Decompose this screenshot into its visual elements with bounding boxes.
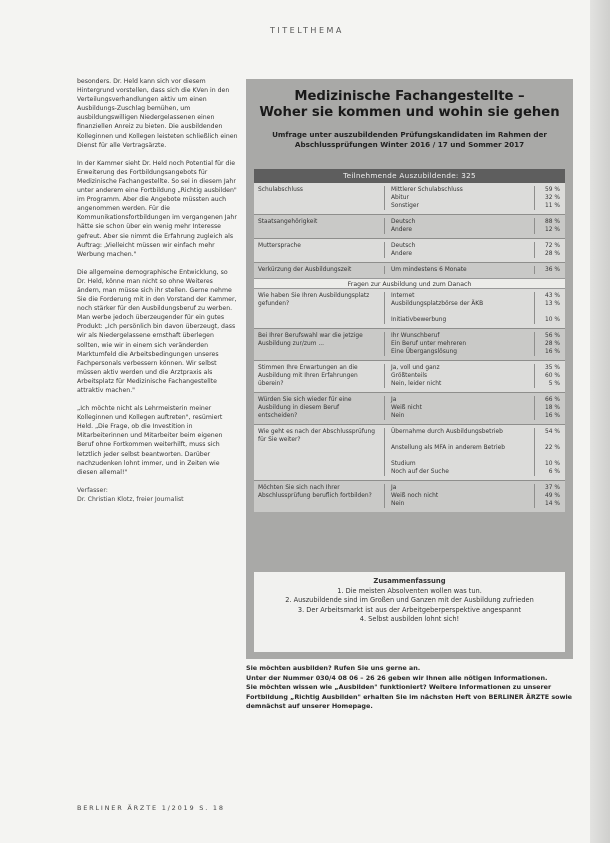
answer-option: Anstellung als MFA in anderem Betrieb — [391, 445, 506, 451]
table-section-header: Fragen zur Ausbildung und zum Danach — [254, 278, 565, 289]
survey-infobox — [246, 79, 573, 659]
table-row — [254, 214, 565, 238]
answer-option: Mittlerer Schulabschluss — [391, 187, 463, 193]
answer-percentage: 35 % — [545, 365, 560, 371]
table-row — [254, 480, 565, 512]
question-cell: Verkürzung der Ausbildungszeit — [258, 267, 352, 273]
values-cell — [534, 242, 565, 258]
article-column — [77, 77, 238, 504]
summary-line: 3. Der Arbeitsmarkt ist aus der Arbeitgeberperspektive angespannt — [297, 605, 522, 614]
values-cell — [534, 428, 565, 476]
infobox-title-line: Medizinische Fachangestellte – — [294, 89, 525, 104]
answer-option: Andere — [391, 251, 413, 257]
article-paragraph: Die allgemeine demographische Entwicklung, so Dr. Held, könne man nicht so ohne Weiteres ändern, man müsse sich ihr stellen. Gerne nehme Sie die Forderung mit in den Vorstand der Kammer, noch stärker für den Ausbildungsberuf zu werben. Man werbe jedoch überzeugender für ein gutes Produkt: „Ich persönlich bin davon überzeugt, dass wir als Niedergelassene ernsthaft überlegen sollten, wie wir in einem sich veränderden Marktumfeld die Arbeitsbedingungen unseres Fachpersonals verbessern können. Wir selbst müssen aktiv werden und die Arztpraxis als Arbeitsplatz für Medizinische Fachangestellte attraktiv machen." — [77, 268, 237, 394]
options-cell — [384, 396, 534, 420]
answer-option: Abitur — [391, 195, 409, 201]
table-row — [254, 424, 565, 480]
answer-option: Ihr Wunschberuf — [391, 333, 440, 339]
answer-option: Noch auf der Suche — [391, 469, 449, 475]
answer-option: Studium — [391, 461, 416, 467]
call-to-action — [246, 664, 576, 712]
values-cell — [534, 218, 565, 234]
answer-percentage: 16 % — [545, 349, 560, 355]
question-cell: Stimmen Ihre Erwartungen an die Ausbildung mit Ihren Erfahrungen überein? — [258, 365, 358, 387]
answer-option: Nein, leider nicht — [391, 381, 442, 387]
answer-percentage: 13 % — [545, 301, 560, 307]
summary-line: 4. Selbst ausbilden lohnt sich! — [359, 615, 460, 624]
table-row — [254, 392, 565, 424]
answer-option: Andere — [391, 227, 413, 233]
options-cell — [384, 364, 534, 388]
summary-title: Zusammenfassung — [373, 577, 446, 585]
answer-percentage: 6 % — [548, 469, 560, 475]
answer-percentage: 56 % — [545, 333, 560, 339]
summary-box — [254, 572, 565, 652]
table-group-training — [254, 289, 565, 512]
answer-percentage: 88 % — [545, 219, 560, 225]
answer-percentage: 5 % — [548, 381, 560, 387]
cta-line: Sie möchten ausbilden? Rufen Sie uns gerne an. — [246, 664, 421, 672]
values-cell — [534, 484, 565, 508]
page-edge-shadow — [590, 0, 610, 843]
question-cell: Möchten Sie sich nach Ihrer Abschlussprüfung beruflich fortbilden? — [258, 485, 372, 499]
answer-percentage: 12 % — [545, 227, 560, 233]
answer-option: Übernahme durch Ausbildungsbetrieb — [391, 429, 503, 435]
summary-line: 2. Auszubildende sind im Großen und Ganzen mit der Ausbildung zufrieden — [285, 596, 534, 605]
options-cell — [384, 218, 534, 234]
article-paragraph: In der Kammer sieht Dr. Held noch Potential für die Erweiterung des Fortbildungsangebots für Medizinische Fachangestellte. So sei in diesem Jahr unter anderem eine Fortbildung „Richtig ausbilden" im Programm. Aber die Angebote müssten auch angenommen werden. Für die Kommunikationsfortbildungen im vergangenen Jahr hätte sie schon über ein wenig mehr Interesse gefreut. Aber sie nimmt die Erfahrung zugleich als Auftrag: „Vielleicht müssen wir einfach mehr Werbung machen." — [77, 159, 237, 258]
article-paragraph: „Ich möchte nicht als Lehrmeisterin meiner Kolleginnen und Kollegen auftreten", resümiert Held. „Die Frage, ob die Investition in Mitarbeiterinnen und Mitarbeiter beim eigenen Beruf ohne Fortkommen weiterhilft, muss sich letztlich jeder selbst beantworten. Darüber nachzudenken lohnt immer, und in Zeiten wie diesen allemal!" — [77, 405, 223, 476]
answer-percentage: 16 % — [545, 413, 560, 419]
page-footer: BERLINER ÄRZTE 1/2019 S. 18 — [77, 804, 225, 812]
table-row — [254, 238, 565, 262]
values-cell — [534, 396, 565, 420]
options-cell — [384, 242, 534, 258]
answer-percentage: 59 % — [545, 187, 560, 193]
answer-option: Ausbildungsplatzbörse der ÄKB — [391, 301, 484, 307]
values-cell — [534, 186, 565, 210]
infobox-subtitle: Umfrage unter auszubildenden Prüfungskandidaten im Rahmen der Abschlussprüfungen Winter 2016 / 17 und Sommer 2017 — [272, 130, 547, 149]
section-header: TITELTHEMA — [270, 26, 344, 35]
table-row — [254, 183, 565, 214]
values-cell — [534, 292, 565, 324]
answer-percentage: 18 % — [545, 405, 560, 411]
options-cell — [384, 428, 534, 476]
answer-option: Ja — [391, 485, 397, 491]
answer-percentage: 32 % — [545, 195, 560, 201]
answer-percentage: 66 % — [545, 397, 560, 403]
answer-option: Nein — [391, 501, 405, 507]
answer-option: Größtenteils — [391, 373, 428, 379]
answer-percentage: 10 % — [545, 461, 560, 467]
answer-option: Internet — [391, 293, 415, 299]
table-row — [254, 289, 565, 328]
options-cell — [384, 292, 534, 324]
values-cell — [534, 332, 565, 356]
answer-option: Ja — [391, 397, 397, 403]
table-row — [254, 360, 565, 392]
infobox-title — [246, 89, 573, 121]
answer-option: Weiß nicht — [391, 405, 422, 411]
infobox-title-line: Woher sie kommen und wohin sie gehen — [259, 105, 560, 120]
answer-option: Sonstiger — [391, 203, 419, 209]
answer-option: Ja, voll und ganz — [391, 365, 440, 371]
answer-option: Weiß noch nicht — [391, 493, 439, 499]
survey-table — [254, 169, 565, 512]
author-label: Verfasser: — [77, 486, 108, 494]
answer-option: Deutsch — [391, 243, 416, 249]
author-name: Dr. Christian Klotz, freier Journalist — [77, 495, 184, 503]
answer-option: Initiativbewerbung — [391, 317, 447, 323]
cta-line: Sie möchten wissen wie „Ausbilden" funktioniert? Weitere Informationen zu unserer Fortbildung „Richtig Ausbilden" erhalten Sie im nächsten Heft von BERLINER ÄRZTE sowie demnächst auf unserer Homepage. — [246, 683, 573, 711]
question-cell: Würden Sie sich wieder für eine Ausbildung in diesem Beruf entscheiden? — [258, 397, 352, 419]
answer-percentage: 43 % — [545, 293, 560, 299]
answer-option: Deutsch — [391, 219, 416, 225]
options-cell — [384, 266, 534, 274]
answer-percentage: 14 % — [545, 501, 560, 507]
answer-percentage: 10 % — [545, 317, 560, 323]
options-cell — [384, 186, 534, 210]
answer-percentage: 36 % — [545, 267, 560, 273]
answer-percentage: 60 % — [545, 373, 560, 379]
answer-percentage: 37 % — [545, 485, 560, 491]
question-cell: Wie haben Sie Ihren Ausbildungsplatz gefunden? — [258, 293, 370, 307]
values-cell — [534, 364, 565, 388]
article-paragraph: besonders. Dr. Held kann sich vor diesem Hintergrund vorstellen, dass sich die KVen in den Verteilungsverhandlungen aktiv um einen Ausbildungs-Zuschlag bemühen, um ausbildungswilligen Niedergelassenen einen finanziellen Anreiz zu bieten. Die ausbildenden Kolleginnen und Kollegen leisteten schließlich einen Dienst für alle Vertragsärzte. — [77, 78, 238, 149]
answer-percentage: 28 % — [545, 251, 560, 257]
answer-option: Eine Übergangslösung — [391, 349, 457, 355]
answer-percentage: 28 % — [545, 341, 560, 347]
options-cell — [384, 332, 534, 356]
answer-percentage: 22 % — [545, 445, 560, 451]
table-header: Teilnehmende Auszubildende: 325 — [254, 169, 565, 183]
answer-option: Nein — [391, 413, 405, 419]
table-row — [254, 328, 565, 360]
answer-option: Um mindestens 6 Monate — [391, 267, 467, 273]
answer-percentage: 49 % — [545, 493, 560, 499]
values-cell — [534, 266, 565, 274]
answer-percentage: 72 % — [545, 243, 560, 249]
summary-line: 1. Die meisten Absolventen wollen was tun. — [337, 586, 482, 595]
table-group-demographics — [254, 183, 565, 278]
question-cell: Wie geht es nach der Abschlussprüfung für Sie weiter? — [258, 429, 376, 443]
options-cell — [384, 484, 534, 508]
question-cell: Staatsangehörigkeit — [258, 219, 318, 225]
answer-percentage: 54 % — [545, 429, 560, 435]
answer-percentage: 11 % — [545, 203, 560, 209]
question-cell: Schulabschluss — [258, 187, 303, 193]
table-row — [254, 262, 565, 278]
question-cell: Muttersprache — [258, 243, 301, 249]
question-cell: Bei Ihrer Berufswahl war die jetzige Ausbildung zur/zum ... — [258, 333, 363, 347]
cta-line: Unter der Nummer 030/4 08 06 – 26 26 geben wir Ihnen alle nötigen Informationen. — [246, 673, 548, 682]
answer-option: Ein Beruf unter mehreren — [391, 341, 467, 347]
